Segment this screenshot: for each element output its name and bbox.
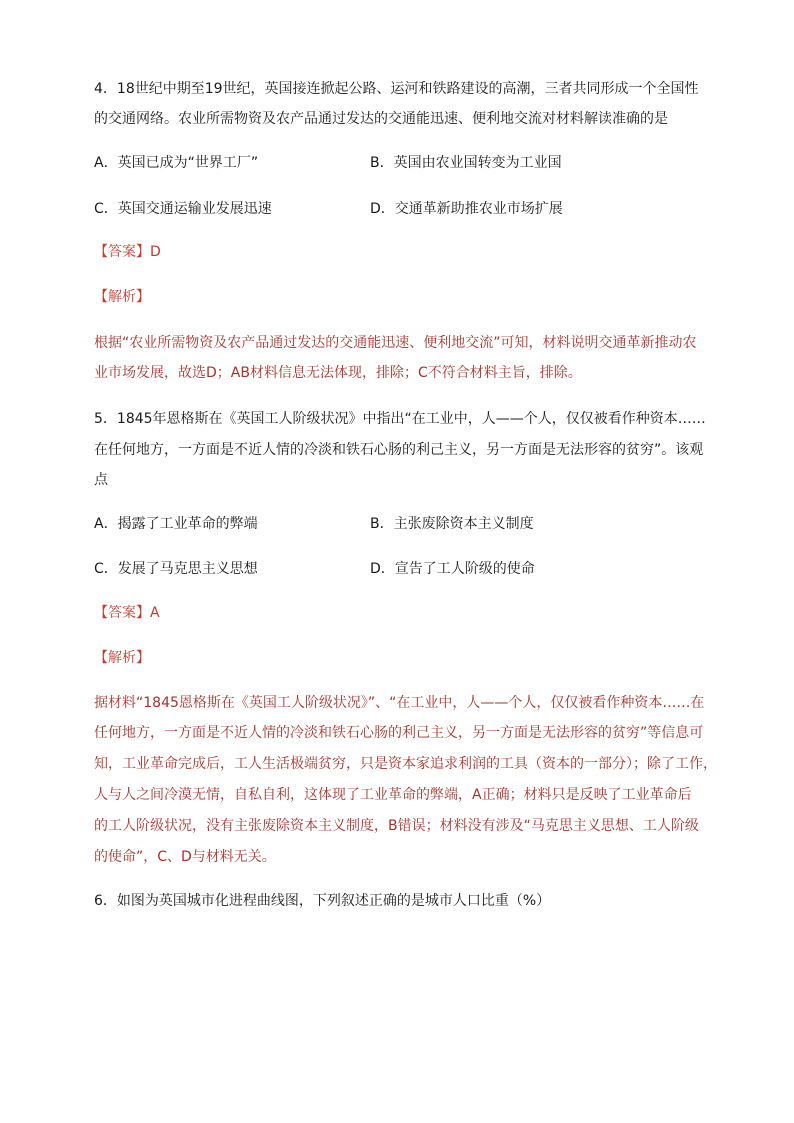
q4-analysis-tag: 【解析】 [94, 289, 150, 305]
q5-analysis-tag: 【解析】 [94, 650, 150, 666]
q5-option-d: D．宣告了工人阶级的使命 [370, 561, 535, 577]
q4-option-c: C．英国交通运输业发展迅速 [94, 201, 272, 217]
q5-stem-line-2: 在任何地方，一方面是不近人情的冷淡和铁石心肠的利己主义，另一方面是无法形容的贫穷”。该观 [94, 442, 704, 458]
q4-option-d: D．交通革新助推农业市场扩展 [370, 201, 563, 217]
q4-option-a: A．英国已成为“世界工厂” [94, 155, 259, 171]
q4-answer-value: D [150, 244, 161, 260]
q5-analysis-line-2: 任何地方，一方面是不近人情的冷淡和铁石心肠的利己主义，另一方面是无法形容的贫穷”等信息可 [94, 725, 704, 741]
q4-option-b: B．英国由农业国转变为工业国 [370, 155, 562, 171]
q4-answer [94, 242, 161, 262]
q5-analysis-line-4: 人与人之间冷漠无情，自私自利，这体现了工业革命的弊端，A正确；材料只是反映了工业革命后 [94, 787, 692, 803]
q5-analysis-line-6: 的使命”，C、D与材料无关。 [94, 849, 276, 865]
q5-option-a: A．揭露了工业革命的弊端 [94, 516, 258, 532]
q5-analysis-line-5: 的工人阶级状况，没有主张废除资本主义制度，B错误；材料没有涉及“马克思主义思想、工人阶级 [94, 818, 699, 834]
q5-answer [94, 603, 160, 623]
q4-stem-line-1: 4．18世纪中期至19世纪，英国接连掀起公路、运河和铁路建设的高潮，三者共同形成一个全国性 [94, 81, 699, 97]
q5-answer-tag: 【答案】 [94, 605, 150, 621]
q4-analysis-line-1: 根据“农业所需物资及农产品通过发达的交通能迅速、便利地交流”可知，材料说明交通革新推动农 [94, 335, 697, 351]
q5-analysis-line-1: 据材料“1845恩格斯在《英国工人阶级状况》”、“在工业中，人——个人，仅仅被看作种资本……在 [94, 695, 705, 711]
q5-stem-line-1: 5．1845年恩格斯在《英国工人阶级状况》中指出“在工业中，人——个人，仅仅被看作种资本…… [94, 411, 706, 427]
q5-option-b: B．主张废除资本主义制度 [370, 516, 534, 532]
q5-analysis-line-3: 知，工业革命完成后，工人生活极端贫穷，只是资本家追求利润的工具（资本的一部分）；除了工作， [94, 756, 717, 772]
q4-answer-tag: 【答案】 [94, 244, 150, 260]
q5-option-c: C．发展了马克思主义思想 [94, 561, 258, 577]
q5-answer-value: A [150, 605, 160, 621]
q4-stem-line-2: 的交通网络。农业所需物资及农产品通过发达的交通能迅速、便利地交流对材料解读准确的是 [94, 111, 668, 127]
q5-stem-line-3: 点 [94, 472, 108, 488]
q6-stem: 6．如图为英国城市化进程曲线图，下列叙述正确的是城市人口比重（%） [94, 893, 551, 909]
q4-analysis-line-2: 业市场发展，故选D；AB材料信息无法体现，排除；C不符合材料主旨，排除。 [94, 365, 582, 381]
